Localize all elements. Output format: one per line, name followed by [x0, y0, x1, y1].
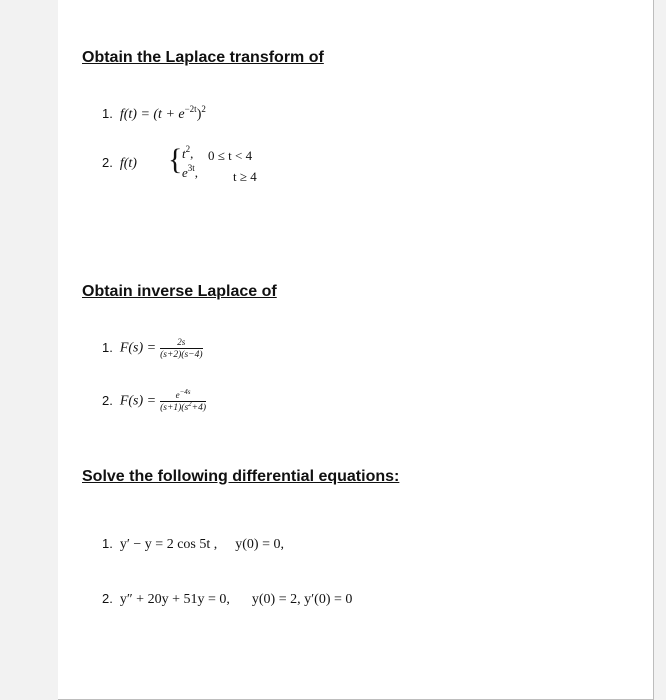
item-number: 1. — [102, 536, 113, 551]
piecewise-lhs: f(t) — [119, 156, 137, 171]
piecewise-condition-2: t ≥ 4 — [233, 169, 257, 184]
denominator: (s+2)(s−4) — [160, 350, 203, 360]
laplace-heading: Obtain the Laplace transform of — [82, 49, 324, 66]
numerator: $e^{-4s}$ — [160, 390, 206, 402]
equation-rhs: ) — [196, 107, 202, 122]
inverse-item-1 — [102, 337, 203, 360]
item-number: 2. — [102, 155, 113, 170]
equation-lhs: f(t) = (t + e — [119, 107, 185, 122]
power: 2 — [201, 104, 206, 114]
equation-lhs: F(s) = — [119, 393, 157, 409]
document-page — [58, 0, 654, 700]
item-number: 1. — [102, 106, 113, 121]
equation: y″ + 20y + 51y = 0, — [119, 592, 230, 607]
equation-lhs: F(s) = — [119, 340, 157, 356]
fraction — [160, 390, 206, 413]
piecewise-case-2: $e^{3t}$, — [182, 163, 199, 180]
fraction — [160, 337, 202, 360]
item-number: 2. — [102, 591, 113, 606]
differential-item-1 — [102, 536, 284, 553]
piecewise-brace: { — [168, 143, 183, 176]
item-number: 2. — [102, 392, 113, 408]
laplace-item-2-label — [102, 155, 137, 172]
differential-heading: Solve the following differential equations: — [82, 468, 400, 485]
differential-item-2 — [102, 591, 352, 608]
laplace-item-1 — [102, 106, 206, 123]
initial-conditions: y(0) = 2, y′(0) = 0 — [251, 592, 353, 607]
inverse-heading: Obtain inverse Laplace of — [82, 283, 277, 300]
numerator: 2s — [160, 337, 202, 349]
denominator: $(s+1)(s^2+4)$ — [160, 400, 206, 413]
piecewise-case-1: $t^2$, — [182, 144, 194, 161]
equation: y′ − y = 2 cos 5t , — [119, 537, 218, 552]
exponent: −2t — [184, 104, 197, 114]
item-number: 1. — [102, 339, 113, 355]
piecewise-condition-1: 0 ≤ t < 4 — [208, 148, 253, 163]
inverse-item-2 — [102, 390, 206, 413]
initial-condition: y(0) = 0, — [235, 537, 284, 552]
